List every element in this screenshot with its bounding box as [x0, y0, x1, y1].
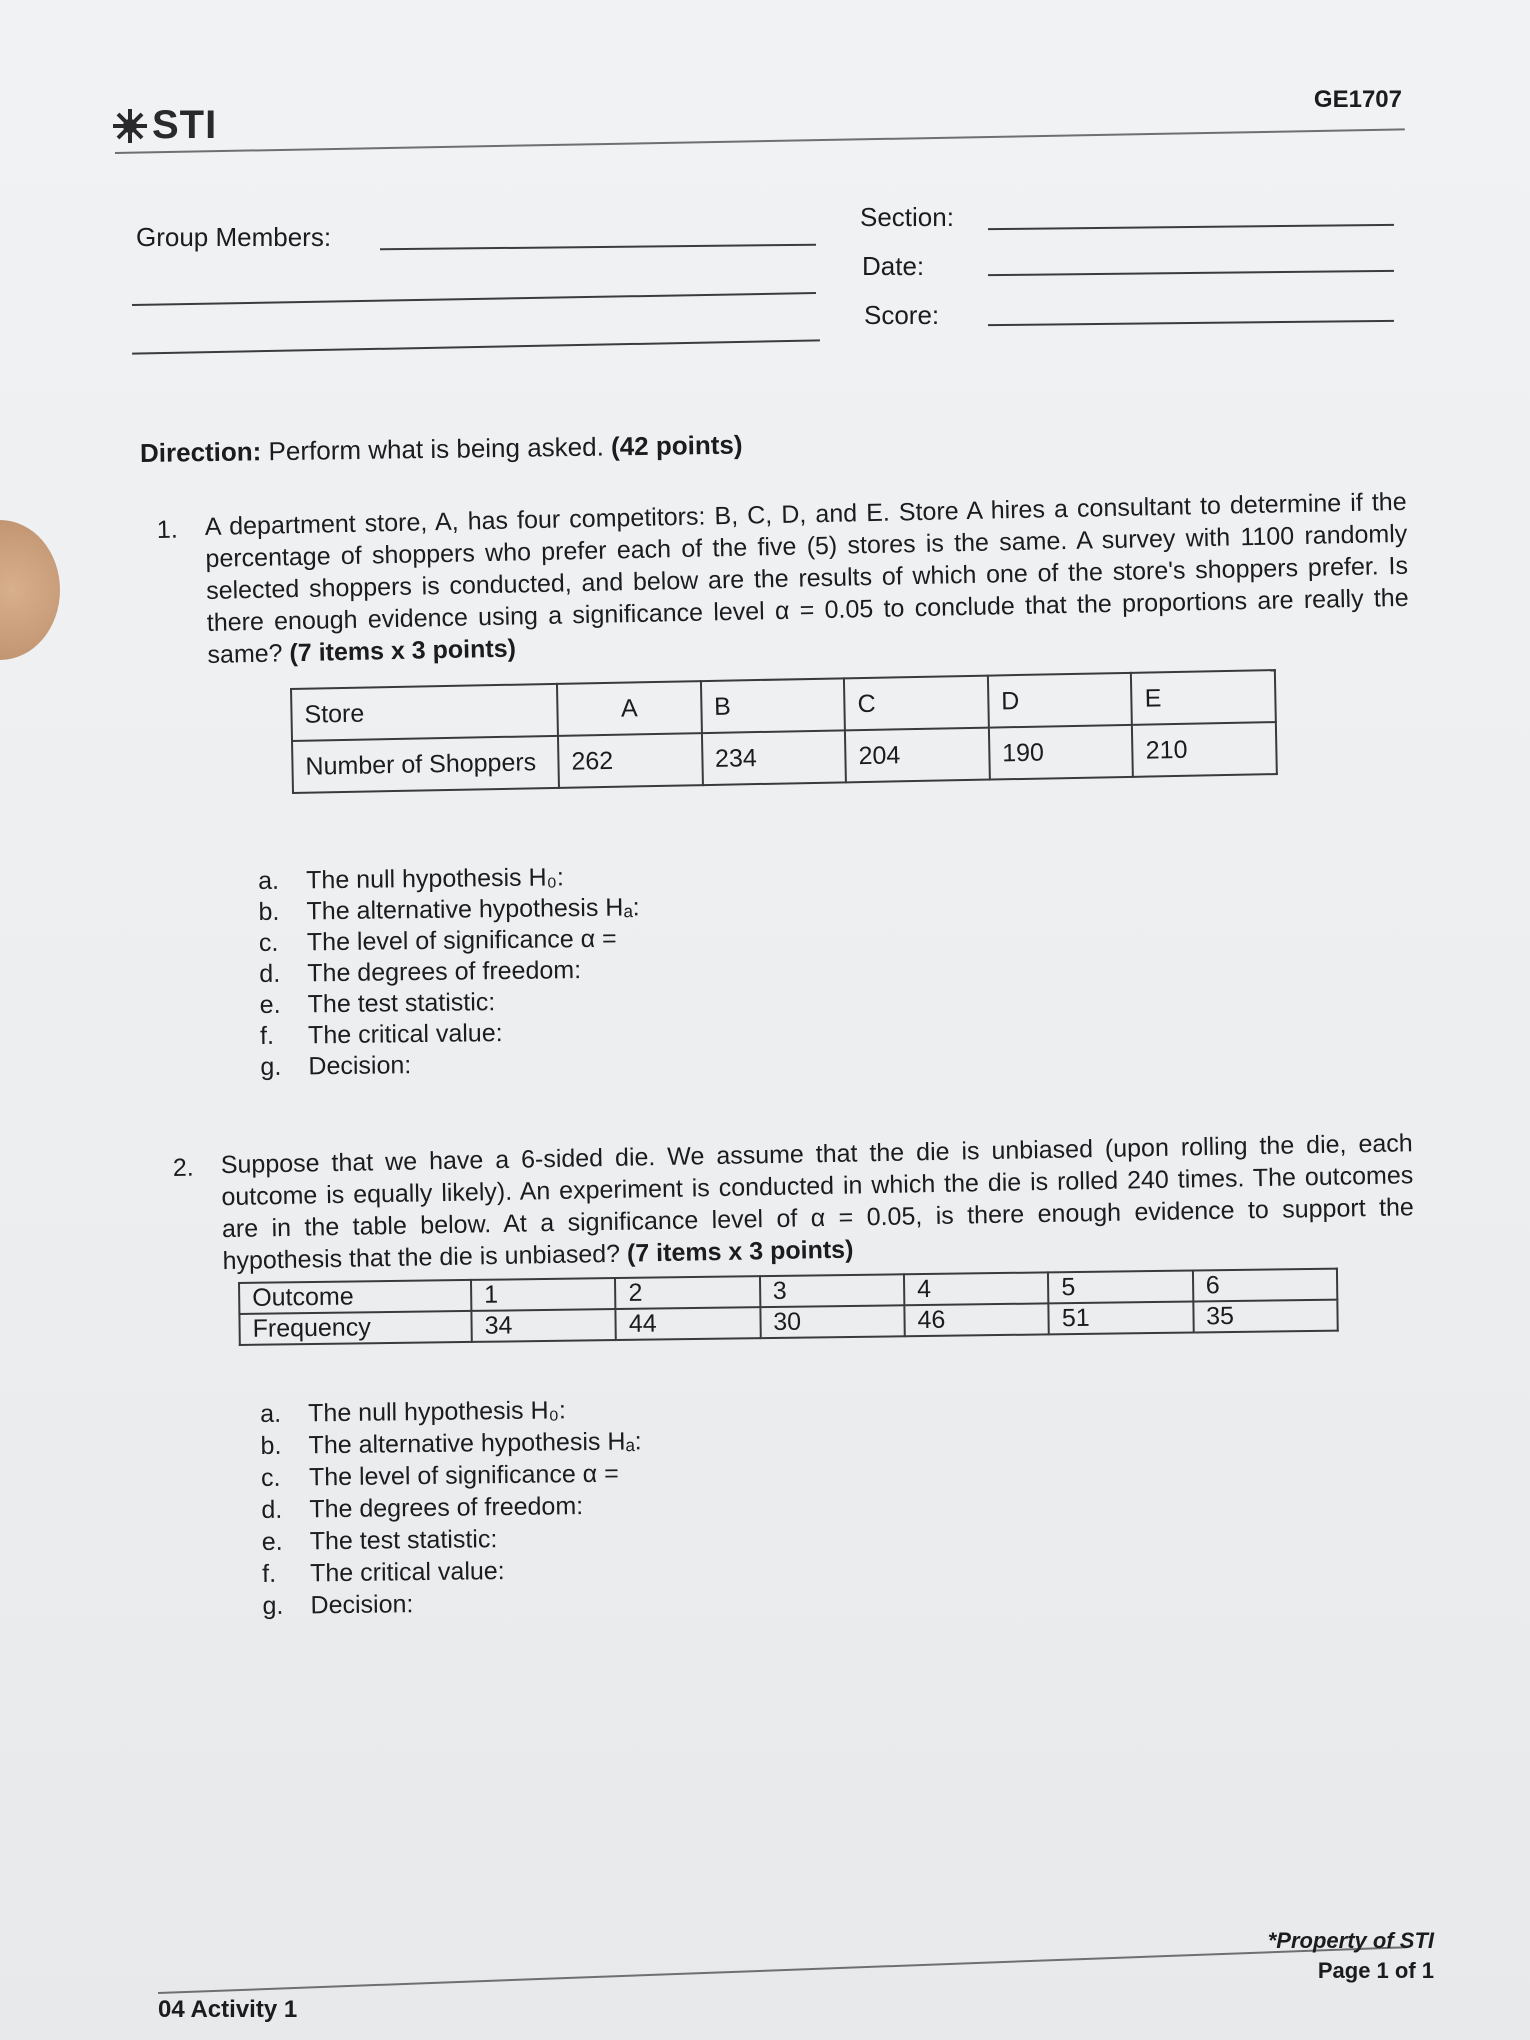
direction-points: (42 points): [610, 429, 743, 462]
section-label: Section:: [860, 202, 954, 232]
item-text: The level of significance α =: [306, 924, 617, 957]
outcome-header-cell: Outcome: [239, 1280, 471, 1314]
group-member-line-2[interactable]: [132, 292, 816, 306]
score-line[interactable]: [988, 320, 1394, 326]
list-item: [262, 1585, 643, 1622]
outcome-1: 1: [471, 1278, 616, 1311]
question-1-text: A department store, A, has four competitors: B, C, D, and E. Store A hires a consultant to determine if the percentage of shoppers who prefer each of the five (5) stores is the same. A survey with 1100 randomly selected shoppers is conducted, and below are the results of which one of the store's shoppers prefer. Is there enough evidence using a significance level α = 0.05 to conclude that the proportions are really the same?: [204, 487, 1409, 669]
item-text: Decision:: [310, 1590, 414, 1620]
item-text: The degrees of freedom:: [309, 1492, 584, 1524]
frequency-5: 51: [1049, 1302, 1194, 1335]
question-2-text: Suppose that we have a 6-sided die. We assume that the die is unbiased (upon rolling the die, each outcome is equally likely). An experiment is conducted in which the die is rolled 240 times. The outcomes are in the table below. At a significance level of α = 0.05, is there enough evidence to support the hypothesis that the die is unbiased?: [220, 1129, 1415, 1276]
shoppers-c: 204: [845, 728, 990, 783]
score-label: Score:: [864, 300, 940, 330]
question-2-body: [221, 1127, 1415, 1277]
date-label: Date:: [862, 251, 925, 281]
item-text: The alternative hypothesis Hₐ:: [306, 893, 640, 926]
store-col-b: B: [701, 678, 846, 733]
outcome-2: 2: [615, 1276, 760, 1309]
store-col-a: A: [557, 681, 702, 736]
frequency-2: 44: [616, 1307, 761, 1340]
item-letter: d.: [261, 1495, 283, 1524]
list-item: [259, 923, 640, 959]
direction-text: Perform what is being asked.: [268, 431, 605, 467]
list-item: [260, 1425, 641, 1462]
question-2-items: [260, 1393, 644, 1622]
outcome-3: 3: [760, 1274, 905, 1307]
question-1-number: 1.: [156, 515, 179, 544]
page-number: Page 1 of 1: [1317, 1958, 1434, 1983]
outcome-4: 4: [904, 1272, 1049, 1305]
shoppers-a: 262: [558, 733, 703, 788]
frequency-6: 35: [1193, 1300, 1338, 1333]
footer-property: [1268, 1926, 1434, 1986]
item-letter: b.: [258, 897, 280, 926]
list-item: [260, 985, 641, 1021]
item-letter: f.: [261, 1559, 277, 1588]
item-letter: c.: [258, 928, 279, 957]
store-table: [290, 669, 1278, 794]
question-2-number: 2.: [172, 1153, 194, 1182]
list-item: [260, 1047, 641, 1083]
list-item: [261, 1457, 642, 1494]
store-col-c: C: [844, 676, 989, 731]
list-item: [259, 954, 640, 990]
date-line[interactable]: [988, 270, 1394, 276]
frequency-label-cell: Frequency: [239, 1311, 471, 1345]
shoppers-b: 234: [702, 730, 847, 785]
list-item: [260, 1393, 641, 1430]
direction: [140, 430, 743, 469]
finger-shadow: [0, 520, 60, 660]
shoppers-e: 210: [1132, 722, 1277, 777]
item-text: The alternative hypothesis Hₐ:: [308, 1427, 642, 1460]
list-item: [258, 892, 639, 928]
outcome-6: 6: [1193, 1269, 1338, 1302]
question-1-points: (7 items x 3 points): [289, 634, 517, 668]
outcome-5: 5: [1048, 1271, 1193, 1304]
question-1-items: [258, 861, 642, 1083]
star-burst-icon: [112, 108, 148, 144]
item-letter: a.: [260, 1399, 282, 1428]
item-letter: f.: [259, 1021, 275, 1050]
item-text: Decision:: [308, 1051, 412, 1081]
group-members-label: Group Members:: [136, 222, 332, 252]
item-letter: b.: [260, 1431, 282, 1460]
list-item: [260, 1016, 641, 1052]
item-letter: e.: [259, 990, 281, 1019]
shoppers-d: 190: [989, 725, 1134, 780]
item-text: The null hypothesis H₀:: [308, 1396, 567, 1428]
frequency-1: 34: [471, 1309, 616, 1342]
shoppers-label-cell: Number of Shoppers: [292, 736, 559, 793]
item-text: The test statistic:: [309, 1525, 498, 1556]
sti-logo: [112, 103, 217, 148]
header-rule: [115, 128, 1405, 154]
frequency-4: 46: [904, 1303, 1049, 1336]
frequency-3: 30: [760, 1305, 905, 1338]
item-text: The null hypothesis H₀:: [306, 863, 565, 895]
item-letter: g.: [260, 1052, 282, 1081]
activity-label: 04 Activity 1: [158, 1996, 298, 2023]
question-2: [172, 1097, 1415, 1278]
list-item: [261, 1489, 642, 1526]
direction-label: Direction:: [139, 436, 262, 468]
list-item: [258, 861, 639, 897]
item-text: The level of significance α =: [308, 1459, 619, 1492]
die-table: [238, 1268, 1339, 1346]
store-col-d: D: [988, 673, 1133, 728]
question-2-points: (7 items x 3 points): [626, 1235, 854, 1268]
course-code: GE1707: [1313, 86, 1402, 113]
item-letter: g.: [262, 1591, 284, 1620]
item-letter: d.: [259, 959, 281, 988]
item-letter: a.: [258, 866, 280, 895]
item-text: The test statistic:: [307, 988, 496, 1019]
group-member-line-3[interactable]: [132, 339, 820, 354]
item-text: The critical value:: [307, 1019, 503, 1050]
question-1: [156, 462, 1410, 672]
store-header-cell: Store: [291, 684, 558, 741]
item-text: The critical value:: [309, 1557, 505, 1588]
group-member-line-1[interactable]: [380, 244, 816, 251]
question-1-body: [204, 486, 1409, 671]
property-notice: *Property of STI: [1267, 1928, 1434, 1953]
item-letter: e.: [261, 1527, 283, 1556]
footer-rule: [158, 1946, 1407, 1994]
list-item: [262, 1521, 643, 1558]
item-text: The degrees of freedom:: [307, 956, 582, 988]
store-col-e: E: [1131, 670, 1276, 725]
list-item: [262, 1553, 643, 1590]
logo-text: STI: [152, 103, 218, 147]
item-letter: c.: [260, 1463, 281, 1492]
section-line[interactable]: [988, 224, 1394, 230]
